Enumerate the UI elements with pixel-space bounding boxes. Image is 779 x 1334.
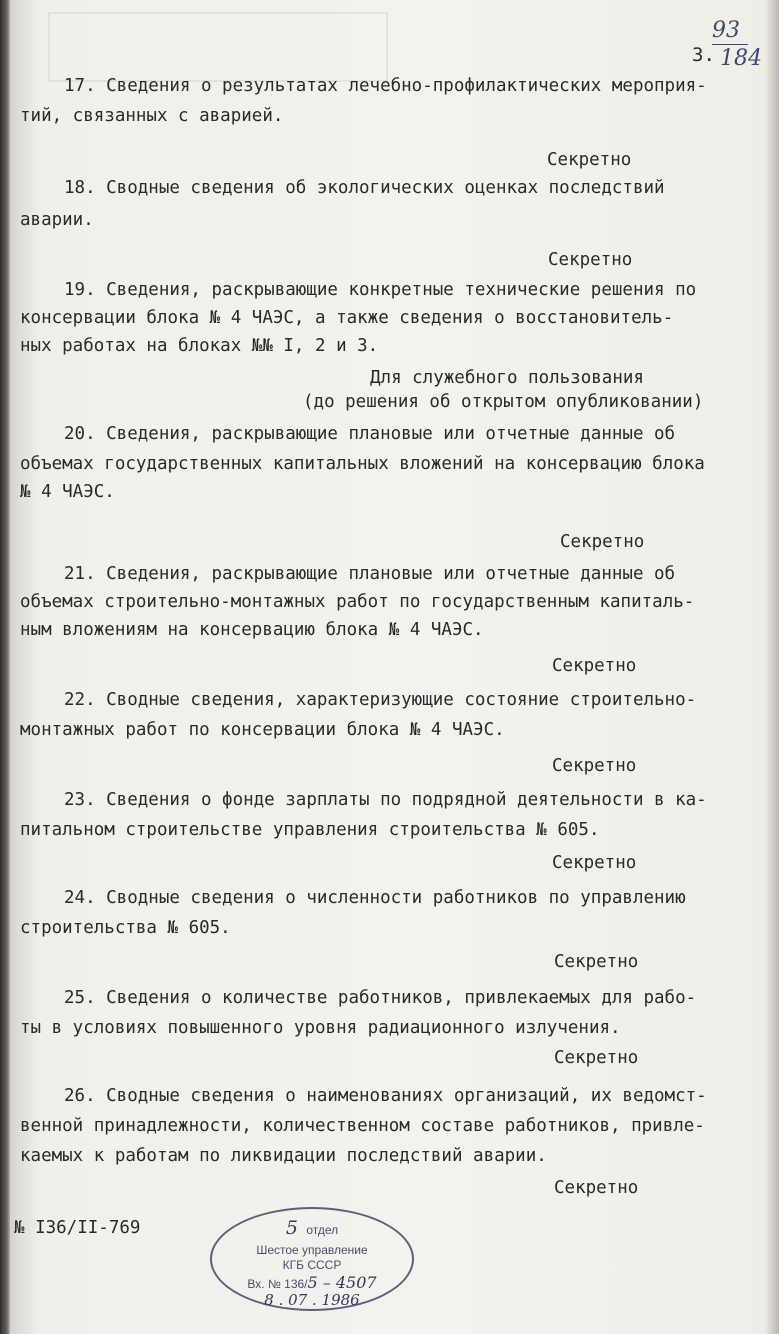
text-line: 25. Сведения о количестве работников, привлекаемых для рабо- <box>64 988 697 1008</box>
text-line: венной принадлежности, количественном составе работников, привле- <box>20 1116 705 1136</box>
text-line: питальном строительстве управления строительства № 605. <box>20 820 600 840</box>
bleed-through-stamp <box>48 12 388 82</box>
text-line: 18. Сводные сведения об экологических оценках последствий <box>64 178 665 198</box>
stamp-dept-number: 5 <box>285 1217 298 1239</box>
handwritten-folio-top: 93 <box>712 18 740 43</box>
text-line: 21. Сведения, раскрывающие плановые или отчетные данные об <box>64 564 676 584</box>
stamp-inbound-number: 5 – 4507 <box>307 1273 377 1292</box>
classification-label: Секретно <box>560 532 645 552</box>
classification-note: (до решения об открытом опубликовании) <box>303 392 704 412</box>
classification-label: Секретно <box>554 952 639 972</box>
page-number: 3. <box>692 44 715 66</box>
binding-spine <box>0 0 10 1334</box>
text-line: № 4 ЧАЭС. <box>20 482 115 502</box>
classification-label: Для служебного пользования <box>370 368 644 388</box>
stamp-directorate: Шестое управление <box>256 1243 368 1257</box>
classification-label: Секретно <box>548 250 633 270</box>
text-line: 20. Сведения, раскрывающие плановые или отчетные данные об <box>64 424 676 444</box>
stamp-date: 8 . 07 . 1986 <box>264 1291 360 1309</box>
page-edge <box>765 0 779 1334</box>
text-line: строительства № 605. <box>20 918 231 938</box>
text-line: ных работах на блоках №№ I, 2 и 3. <box>20 336 379 356</box>
text-line: аварии. <box>20 210 94 230</box>
stamp-inbound-prefix: Вх. № 136/ <box>247 1277 308 1291</box>
text-line: 26. Сводные сведения о наименованиях организаций, их ведомст- <box>64 1086 707 1106</box>
text-line: 17. Сведения о результатах лечебно-профилактических мероприя- <box>64 76 707 96</box>
text-line: 19. Сведения, раскрывающие конкретные технические решения по <box>64 280 697 300</box>
stamp-agency: КГБ СССР <box>282 1258 342 1272</box>
text-line: монтажных работ по консервации блока № 4 ЧАЭС. <box>20 720 505 740</box>
text-line: 23. Сведения о фонде зарплаты по подрядной деятельности в ка- <box>64 790 707 810</box>
handwritten-folio-bottom: 184 <box>720 46 762 71</box>
text-line: ты в условиях повышенного уровня радиационного излучения. <box>20 1018 621 1038</box>
folio-strike-line <box>712 44 748 45</box>
stamp-date-line <box>212 1291 412 1310</box>
text-line: объемах строительно-монтажных работ по государственным капиталь- <box>20 592 695 612</box>
text-line: консервации блока № 4 ЧАЭС, а также сведения о восстановитель- <box>20 308 674 328</box>
registration-stamp <box>210 1207 414 1311</box>
text-line: 22. Сводные сведения, характеризующие состояние строительно- <box>64 690 697 710</box>
text-line: 24. Сводные сведения о численности работников по управлению <box>64 888 686 908</box>
stamp-department-line <box>212 1217 412 1239</box>
classification-label: Секретно <box>552 656 637 676</box>
text-line: каемых к работам по ликвидации последствий аварии. <box>20 1146 547 1166</box>
stamp-dept-label: отдел <box>306 1223 339 1237</box>
document-reference-number: № I36/II-769 <box>14 1218 141 1238</box>
stamp-inbound-line <box>212 1273 412 1293</box>
text-line: ным вложениям на консервацию блока № 4 ЧАЭС. <box>20 620 484 640</box>
text-line: тий, связанных с аварией. <box>20 106 284 126</box>
classification-label: Секретно <box>552 756 637 776</box>
classification-label: Секретно <box>554 1178 639 1198</box>
text-line: объемах государственных капитальных вложений на консервацию блока <box>20 454 705 474</box>
classification-label: Секретно <box>547 150 632 170</box>
classification-label: Секретно <box>552 853 637 873</box>
classification-label: Секретно <box>554 1048 639 1068</box>
